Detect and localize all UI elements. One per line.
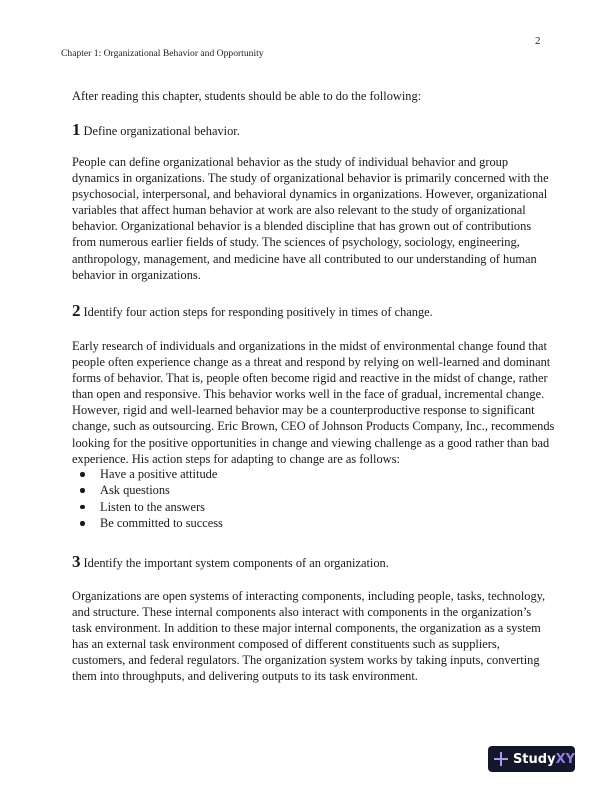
studyxy-badge[interactable]	[488, 746, 575, 772]
paragraph-line: them into throughputs, and delivering outputs to its task environment.	[72, 669, 418, 684]
section-2-heading	[72, 301, 433, 321]
paragraph-line: task environment. In addition to these major internal components, the organization as a system	[72, 621, 541, 636]
paragraph-line: behavior. Organizational behavior is a blended discipline that has grown out of contributions	[72, 219, 532, 234]
brand-name-xy: XY	[555, 751, 575, 767]
page-number: 2	[535, 35, 541, 47]
running-header: Chapter 1: Organizational Behavior and Opportunity	[61, 48, 264, 59]
bullet-icon	[80, 505, 85, 510]
intro-text: After reading this chapter, students should be able to do the following:	[72, 89, 422, 103]
list-item	[72, 466, 223, 482]
list-item-text: Have a positive attitude	[100, 467, 218, 481]
section-1-heading	[72, 120, 240, 140]
section-1-paragraph	[72, 154, 552, 283]
paragraph-line: forms of behavior. That is, people often become rigid and reactive in the midst of change, rather	[72, 371, 548, 386]
paragraph-line: People can define organizational behavior as the study of individual behavior and group	[72, 155, 509, 169]
list-item-text: Be committed to success	[100, 516, 223, 531]
paragraph-line: behavior in organizations.	[72, 267, 201, 282]
section-heading-text: Identify four action steps for responding positively in times of change.	[83, 305, 433, 319]
section-3-heading	[72, 552, 389, 572]
paragraph-line: variables that affect human behavior at work are also relevant to the study of organizational	[72, 203, 526, 218]
section-2-paragraph	[72, 338, 555, 467]
paragraph-line: Early research of individuals and organizations in the midst of environmental change found that	[72, 339, 547, 353]
plus-icon	[494, 752, 508, 766]
paragraph-line: dynamics in organizations. The study of organizational behavior is primarily concerned with the	[72, 171, 549, 186]
paragraph-line: from numerous earlier fields of study. The sciences of psychology, sociology, engineering,	[72, 235, 520, 250]
paragraph-line: looking for the positive opportunities in change and viewing challenge as a good rather than bad	[72, 435, 550, 450]
paragraph-line: people often experience change as a threat and respond by relying on well-learned and dominant	[72, 355, 551, 370]
paragraph-line: than open and responsive. This behavior works well in the face of gradual, incremental change.	[72, 387, 545, 402]
section-number: 3	[72, 552, 81, 571]
paragraph-line: change, such as outsourcing. Eric Brown, CEO of Johnson Products Company, Inc., recommends	[72, 419, 555, 434]
bullet-icon	[80, 521, 85, 526]
bullet-icon	[80, 488, 85, 493]
brand-name-study: Study	[512, 751, 556, 767]
section-heading-text: Identify the important system components of an organization.	[83, 556, 389, 570]
list-item	[72, 482, 223, 498]
paragraph-line: has an external task environment composed of different constituents such as suppliers,	[72, 637, 500, 652]
paragraph-line: and structure. These internal components also interact with components in the organization’s	[72, 605, 532, 620]
list-item-text: Listen to the answers	[100, 499, 205, 514]
section-number: 1	[72, 120, 81, 139]
list-item	[72, 515, 223, 531]
paragraph-line: customers, and federal regulators. The organization system works by taking inputs, converting	[72, 653, 540, 668]
action-steps-list	[72, 466, 223, 532]
section-3-paragraph	[72, 588, 552, 685]
paragraph-line: However, rigid and well-learned behavior may be a counterproductive response to significant	[72, 403, 535, 418]
paragraph-line: psychosocial, interpersonal, and behavioral dynamics in organizations. However, organizational	[72, 187, 548, 202]
list-item-text: Ask questions	[100, 483, 170, 498]
list-item	[72, 499, 223, 515]
section-number: 2	[72, 301, 81, 320]
paragraph-line: experience. His action steps for adapting to change are as follows:	[72, 451, 400, 466]
bullet-icon	[80, 472, 85, 477]
section-heading-text: Define organizational behavior.	[83, 124, 240, 138]
paragraph-line: Organizations are open systems of interacting components, including people, tasks, technology,	[72, 589, 546, 603]
paragraph-line: anthropology, management, and medicine have all contributed to our understanding of human	[72, 251, 537, 266]
